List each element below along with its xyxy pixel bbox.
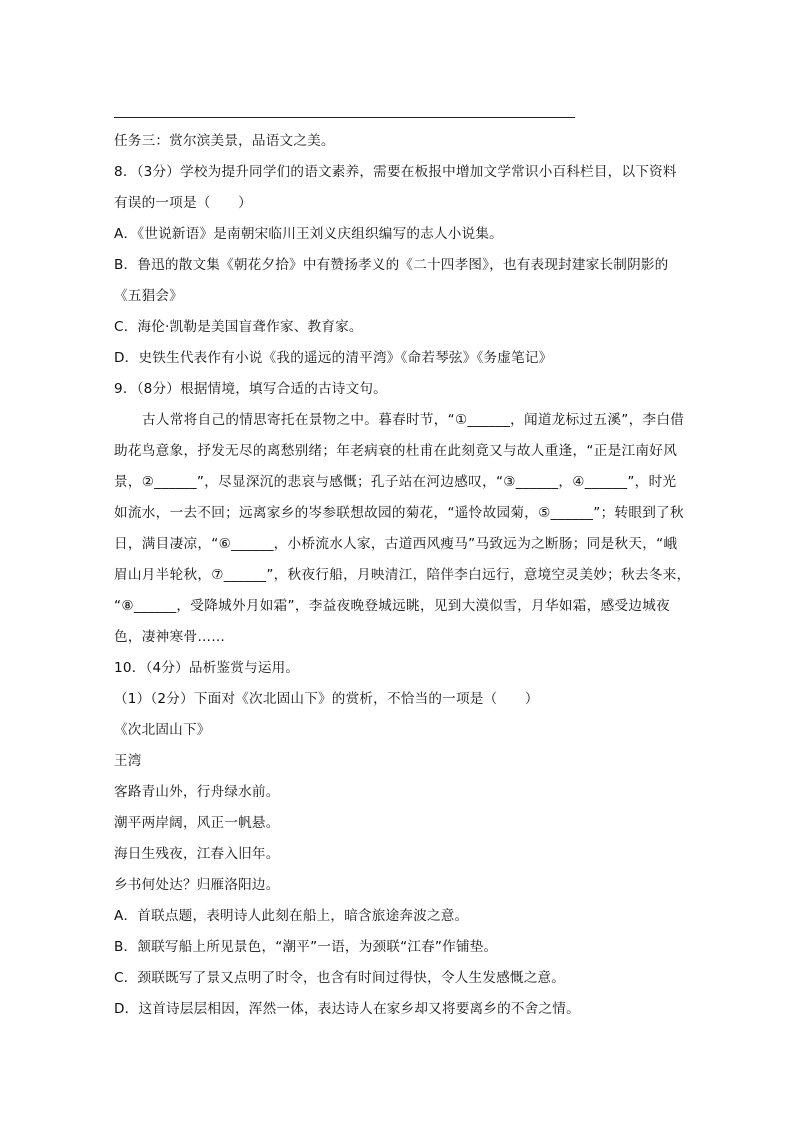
passage-line: 色，凄神寒骨…… <box>114 629 226 645</box>
question-8-stem-cont: 有误的一项是（ ） <box>114 195 252 211</box>
question-8-option-b: B．鲁迅的散文集《朝花夕拾》中有赞扬孝义的《二十四孝图》，也有表现封建家长制阴影的 <box>114 257 669 273</box>
question-9-stem: 9．（8分）根据情境，填写合适的古诗文句。 <box>114 381 387 397</box>
document-body <box>114 126 694 1025</box>
passage-line: 景，②______”，尽显深沉的悲哀与感慨；孔子站在河边感叹，“③______，④______”，时光 <box>114 474 677 490</box>
header-rule <box>114 117 575 118</box>
passage-line: “⑧______，受降城外月如霜”，李益夜晚登城远眺，见到大漠似雪，月华如霜，感受边城夜 <box>114 598 671 614</box>
question-10-stem: 10．（4分）品析鉴赏与运用。 <box>114 660 300 676</box>
question-10-option-b: B．颔联写船上所见景色，“潮平”一语，为颈联“江春”作铺垫。 <box>114 939 498 955</box>
poem-line: 客路青山外，行舟绿水前。 <box>114 784 280 800</box>
question-9-passage <box>114 405 694 653</box>
poem-line: 乡书何处达？归雁洛阳边。 <box>114 877 280 893</box>
question-8-option-b-cont: 《五猖会》 <box>114 288 183 304</box>
passage-line: 日，满目凄凉，“⑥______，小桥流水人家，古道西风瘦马”马致远为之断肠；同是秋天，“峨 <box>114 536 678 552</box>
question-8-stem: 8．（3分）学校为提升同学们的语文素养，需要在板报中增加文学常识小百科栏目，以下资料 <box>114 164 677 180</box>
question-8-option-c: C．海伦·凯勒是美国盲聋作家、教育家。 <box>114 319 363 335</box>
question-8-option-d: D．史铁生代表作有小说《我的遥远的清平湾》《命若琴弦》《务虚笔记》 <box>114 350 553 366</box>
question-10-sub-1: （1）（2分）下面对《次北固山下》的赏析，不恰当的一项是（ ） <box>114 691 539 707</box>
question-10-option-a: A．首联点题，表明诗人此刻在船上，暗含旅途奔波之意。 <box>114 908 469 924</box>
poem-line: 潮平两岸阔，风正一帆悬。 <box>114 815 280 831</box>
poem-title: 《次北固山下》 <box>114 722 211 738</box>
question-10-option-d: D．这首诗层层相因，浑然一体，表达诗人在家乡却又将要离乡的不舍之情。 <box>114 1001 580 1017</box>
passage-line: 助花鸟意象，抒发无尽的离愁别绪；年老病衰的杜甫在此刻竟又与故人重逢，“正是江南好风 <box>114 443 678 459</box>
passage-line: 如流水，一去不回；远离家乡的岑参联想故园的菊花，“遥怜故园菊，⑤______”；转眼到了秋 <box>114 505 684 521</box>
question-10-option-c: C．颈联既写了景又点明了时令，也含有时间过得快，令人生发感慨之意。 <box>114 970 566 986</box>
poem-author: 王湾 <box>114 753 142 769</box>
poem-line: 海日生残夜，江春入旧年。 <box>114 846 280 862</box>
passage-line: 古人常将自己的情思寄托在景物之中。暮春时节，“①______，闻道龙标过五溪”，李白借 <box>142 412 685 428</box>
question-8-option-a: A．《世说新语》是南朝宋临川王刘义庆组织编写的志人小说集。 <box>114 226 503 242</box>
passage-line: 眉山月半轮秋，⑦______”，秋夜行船，月映清江，陪伴李白远行，意境空灵美妙；秋去冬来， <box>114 567 691 583</box>
task-heading: 任务三：赏尔滨美景，品语文之美。 <box>114 133 335 149</box>
